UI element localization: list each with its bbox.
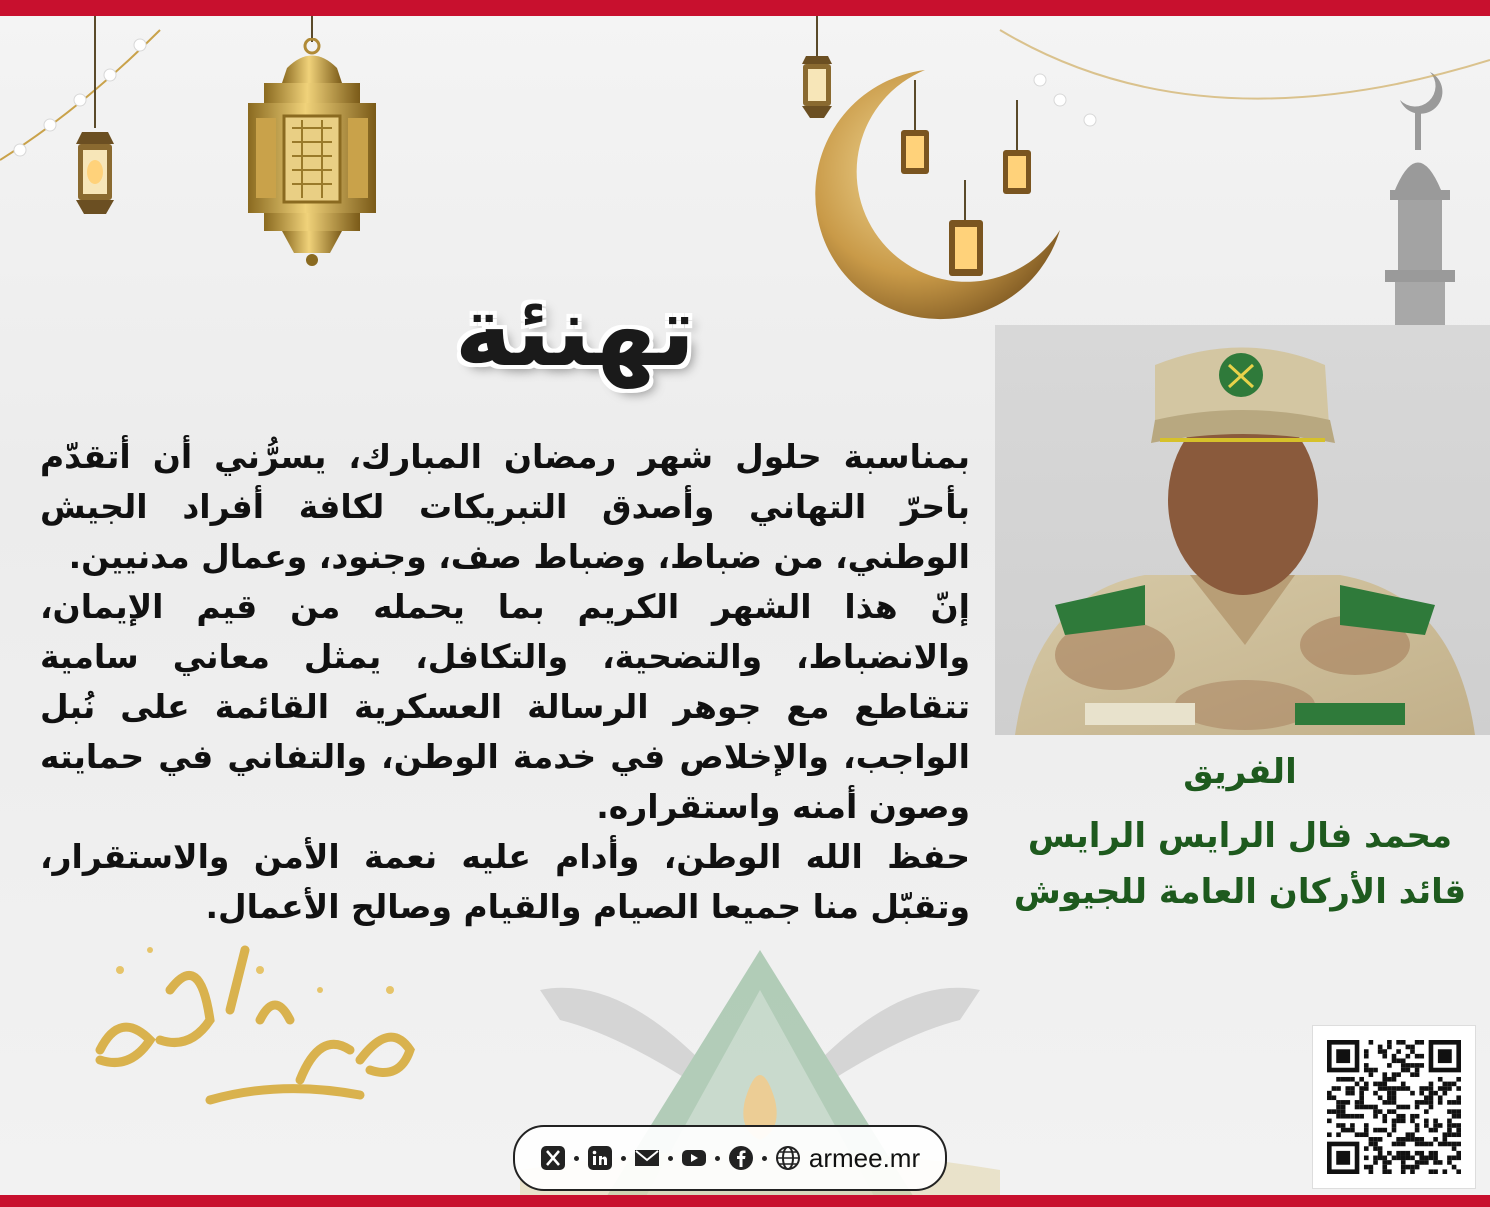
qr-code-pattern (1327, 1040, 1461, 1174)
lantern-small-left-icon (72, 122, 118, 222)
commander-name: محمد فال الرايس الرايس (1027, 816, 1453, 856)
bottom-red-bar (0, 1195, 1490, 1207)
commander-rank: الفريق (1183, 752, 1297, 792)
qr-code[interactable] (1312, 1025, 1476, 1189)
separator-dot (762, 1156, 767, 1161)
separator-dot (621, 1156, 626, 1161)
ramadan-kareem-calligraphy (60, 930, 430, 1130)
message-paragraph-1: بمناسبة حلول شهر رمضان المبارك، يسرُّني أن أتقدّم بأحرّ التهاني وأصدق التبريكات لكافة أفراد الجيش الوطني، من ضباط، وضباط صف، وجنود، وعمال مدنيين. (40, 437, 970, 576)
greeting-message (40, 432, 970, 932)
message-paragraph-3: حفظ الله الوطن، وأدام عليه نعمة الأمن والاستقرار، وتقبّل منا جميعا الصيام والقيام وصالح الأعمال. (40, 837, 970, 926)
separator-dot (574, 1156, 579, 1161)
mail-icon[interactable] (634, 1145, 660, 1171)
message-paragraph-2: إنّ هذا الشهر الكريم بما يحمله من قيم الإيمان، والانضباط، والتضحية، والتكافل، يمثل معاني سامية تتقاطع مع جوهر الرسالة العسكرية القائمة على نُبل الواجب، والإخلاص في خدمة الوطن، والتفاني في حمايته وصون أمنه واستقراره. (40, 587, 970, 826)
social-links-bar (513, 1125, 947, 1191)
lantern-large-gold-icon (242, 38, 382, 268)
facebook-icon[interactable] (728, 1145, 754, 1171)
youtube-icon[interactable] (681, 1145, 707, 1171)
separator-dot (715, 1156, 720, 1161)
x-icon[interactable] (540, 1145, 566, 1171)
separator-dot (668, 1156, 673, 1161)
string-lights-decoration (0, 0, 1490, 170)
linkedin-icon[interactable] (587, 1145, 613, 1171)
website-link[interactable]: armee.mr (808, 1142, 921, 1173)
greeting-heading: تهنئة (454, 275, 696, 389)
crescent-moon-icon (805, 60, 1065, 325)
commander-portrait (995, 325, 1490, 735)
lantern-string (94, 16, 96, 128)
commander-title: قائد الأركان العامة للجيوش (1013, 872, 1467, 912)
globe-icon[interactable] (775, 1145, 801, 1171)
